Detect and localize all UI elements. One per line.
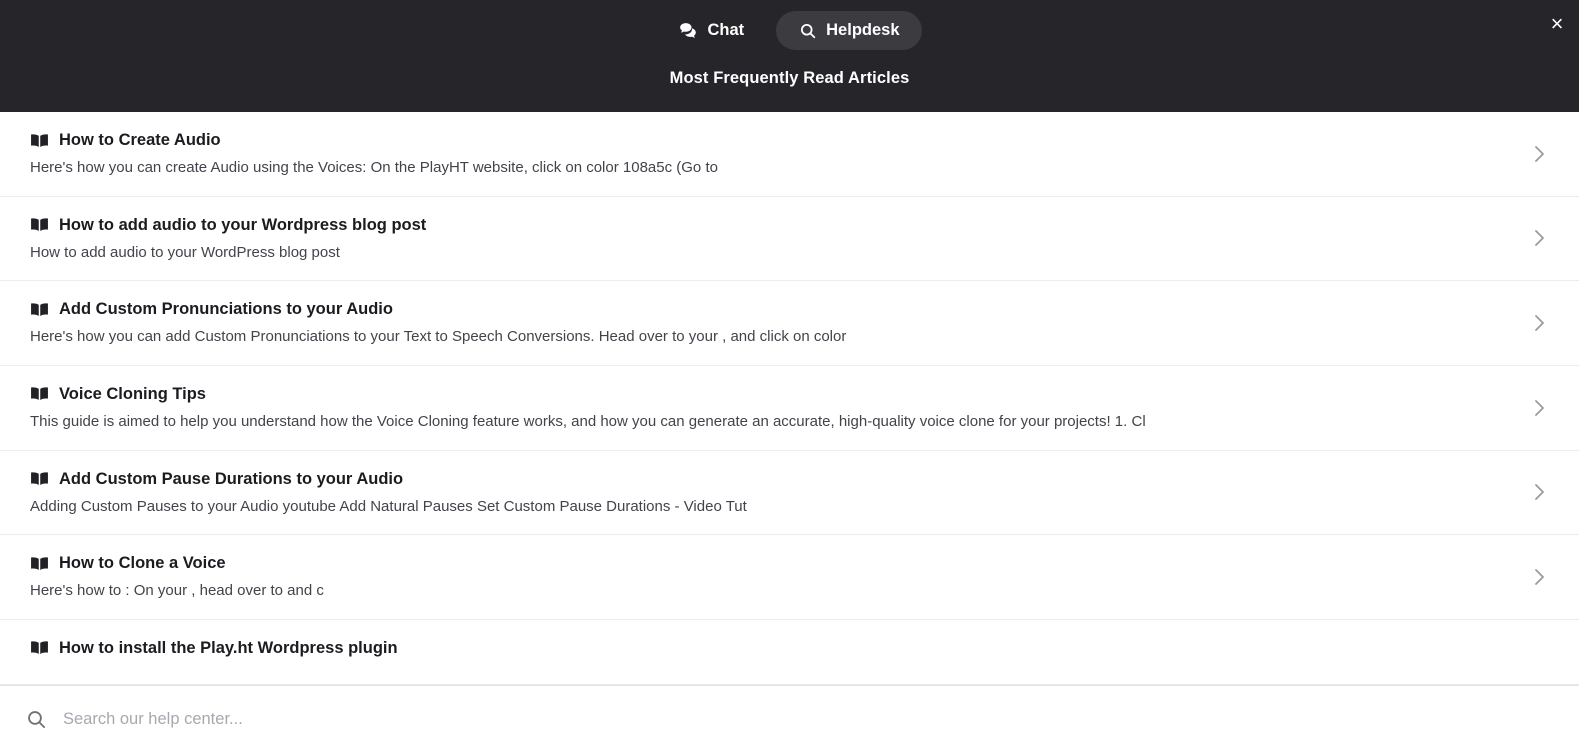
article-title: How to install the Play.ht Wordpress plugin xyxy=(59,638,398,657)
chevron-right-icon xyxy=(1534,144,1546,164)
book-icon xyxy=(30,556,49,571)
list-item[interactable] xyxy=(0,535,1579,620)
list-item[interactable] xyxy=(0,112,1579,197)
article-title: Add Custom Pronunciations to your Audio xyxy=(59,300,393,319)
article-snippet: Here's how to : On your , head over to and c xyxy=(30,582,324,600)
chevron-right-icon xyxy=(1534,482,1546,502)
tab-helpdesk[interactable] xyxy=(776,11,921,50)
article-heading xyxy=(30,131,1533,149)
chevron-right-icon xyxy=(1534,313,1546,333)
list-item[interactable] xyxy=(0,451,1579,536)
article-snippet: Adding Custom Pauses to your Audio youtube Add Natural Pauses Set Custom Pause Durations - Video Tut xyxy=(30,497,747,515)
book-icon xyxy=(30,302,49,317)
list-item[interactable] xyxy=(0,281,1579,366)
article-title: How to add audio to your Wordpress blog post xyxy=(59,215,427,234)
book-icon xyxy=(30,386,49,401)
tab-chat-label: Chat xyxy=(707,21,745,39)
article-heading xyxy=(30,554,1533,572)
article-snippet: This guide is aimed to help you understand how the Voice Cloning feature works, and how you can generate an accurate, high-quality voice clone for your projects! 1. Cl xyxy=(30,413,1146,431)
chevron-right-icon xyxy=(1534,567,1546,587)
widget-header xyxy=(0,0,1579,112)
article-list xyxy=(0,112,1579,685)
search-bar xyxy=(0,685,1579,753)
book-icon xyxy=(30,217,49,232)
tab-helpdesk-label: Helpdesk xyxy=(826,21,900,39)
book-icon xyxy=(30,640,49,655)
chevron-right-icon xyxy=(1534,228,1546,248)
article-heading xyxy=(30,639,1533,657)
article-snippet: How to add audio to your WordPress blog post xyxy=(30,243,340,261)
article-snippet: Here's how you can add Custom Pronunciations to your Text to Speech Conversions. Head over to your , and click on color xyxy=(30,328,847,346)
close-icon[interactable]: × xyxy=(1543,10,1571,38)
article-heading xyxy=(30,470,1533,488)
tab-bar xyxy=(657,11,921,50)
search-icon xyxy=(798,21,817,40)
article-title: Voice Cloning Tips xyxy=(59,384,206,403)
list-item[interactable] xyxy=(0,620,1579,685)
article-snippet: Here's how you can create Audio using the Voices: On the PlayHT website, click on color 108a5c (Go to xyxy=(30,159,718,177)
chat-bubbles-icon xyxy=(679,21,698,40)
article-heading xyxy=(30,216,1533,234)
article-heading xyxy=(30,385,1533,403)
list-item[interactable] xyxy=(0,197,1579,282)
article-heading xyxy=(30,300,1533,318)
article-title: Add Custom Pause Durations to your Audio xyxy=(59,469,404,488)
tab-chat[interactable] xyxy=(657,11,766,50)
chevron-right-icon xyxy=(1534,398,1546,418)
book-icon xyxy=(30,133,49,148)
search-icon xyxy=(26,709,47,730)
book-icon xyxy=(30,471,49,486)
page-title: Most Frequently Read Articles xyxy=(669,69,910,87)
article-title: How to Create Audio xyxy=(59,131,221,149)
search-input[interactable] xyxy=(61,709,1557,730)
article-title: How to Clone a Voice xyxy=(59,554,226,573)
list-item[interactable] xyxy=(0,366,1579,451)
